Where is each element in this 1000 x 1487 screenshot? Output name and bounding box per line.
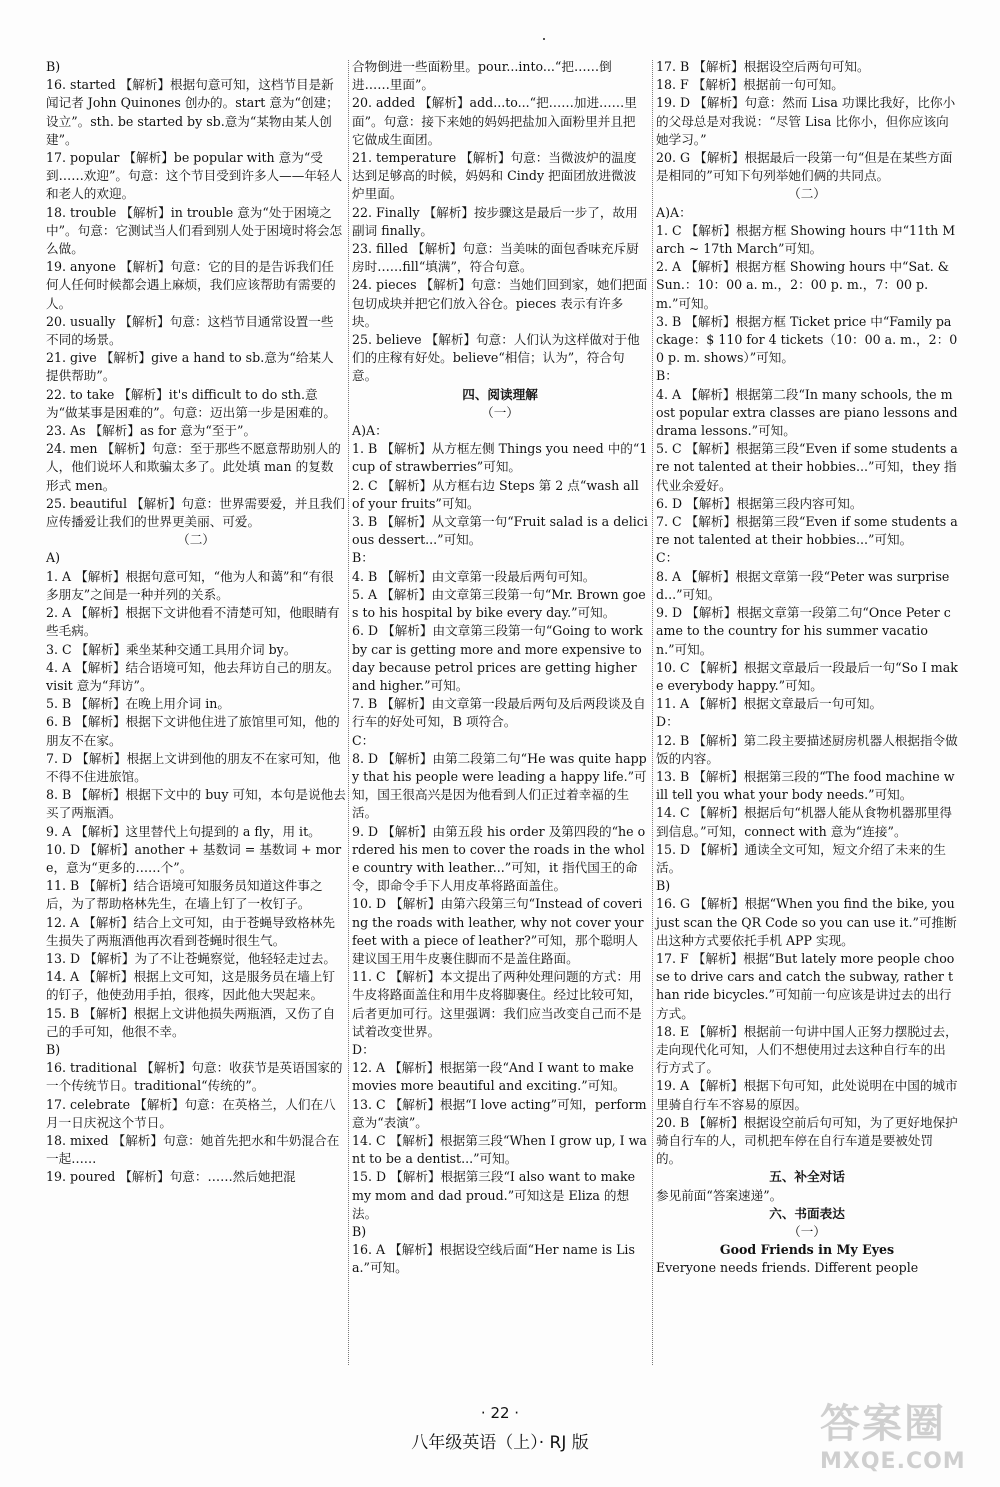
section-heading: （二） (177, 532, 215, 548)
watermark-logo: 答案圈 (820, 1401, 946, 1447)
answer-line: 23. As 【解析】as for 意为“至于”。 (46, 423, 257, 439)
answer-line: 19. anyone 【解析】句意：它的目的是告诉我们任何人任何时候都会遇上麻烦，我们应该帮助有需要的人。 (46, 259, 336, 311)
section-heading: 四、阅读理解 (462, 386, 538, 402)
answer-line: 23. filled 【解析】句意：当美味的面包香味充斥厨房时……fill“填满”，符合句意。 (352, 241, 639, 275)
answer-line: B) (352, 1224, 367, 1239)
section-heading: （一） (481, 404, 519, 420)
answer-line: 1. B 【解析】从方框左侧 Things you need 中的“1 cup of strawberries”可知。 (352, 441, 652, 475)
answer-line: 17. celebrate 【解析】句意：在英格兰，人们在八月一日庆祝这个节日。 (46, 1096, 336, 1130)
answer-line: 21. give 【解析】give a hand to sb.意为“给某人提供帮助”。 (46, 350, 334, 384)
answer-line: 19. A 【解析】根据下句可知，此处说明在中国的城市里骑自行车不容易的原因。 (656, 1078, 958, 1112)
answer-line: 16. started 【解析】根据句意可知，这档节目是新闻记者 John Quinones 创办的。start 意为“创建；设立”。sth. be started by sb.意为“某物由某人创建”。 (46, 77, 339, 147)
answer-line: 15. D 【解析】根据第三段“I also want to make my mom and dad proud.”可知这是 Eliza 的想法。 (352, 1169, 640, 1221)
answer-line: 22. to take 【解析】it's difficult to do sth.意为“做某事是困难的”。句意：迈出第一步是困难的。 (46, 386, 336, 420)
answer-line: 2. A 【解析】根据下文讲他看不清楚可知，他眼睛有些毛病。 (46, 605, 340, 639)
section-heading: 六、书面表达 (769, 1205, 845, 1221)
answer-line: 10. D 【解析】由第六段第三句“Instead of covering the roads with leather, why not cover your feet with a piece of leather?”可知，那个聪明人建议国王用牛皮裹住脚而不是盖住路面。 (352, 896, 648, 966)
answer-line: 4. A 【解析】结合语境可知，他去拜访自己的朋友。visit 意为“拜访”。 (46, 659, 340, 693)
answer-line: 5. B 【解析】在晚上用介词 in。 (46, 696, 230, 712)
answer-line: 12. A 【解析】根据第一段“And I want to make movies more beautiful and exciting.”可知。 (352, 1060, 638, 1094)
answer-line: A) (46, 550, 61, 566)
answer-line: 6. B 【解析】根据下文讲他住进了旅馆里可知，他的朋友不在家。 (46, 714, 340, 748)
answer-line: 20. G 【解析】根据最后一段第一句“但是在某些方面是相同的”可知下句列举她们俩的共同点。 (656, 150, 953, 184)
answer-line: D： (352, 1041, 375, 1057)
answer-line: 22. Finally 【解析】按步骤这是最后一步了，故用副词 finally。 (352, 204, 638, 238)
answer-line: 24. men 【解析】句意：至于那些不愿意帮助别人的人，他们说坏人和欺骗太多了。此处填 man 的复数形式 men。 (46, 441, 341, 493)
answer-line: 参见前面“答案速递”。 (656, 1187, 783, 1203)
answer-line: 18. E 【解析】根据前一句讲中国人正努力摆脱过去，走向现代化可知，人们不想使用过去这种自行车的出行方式了。 (656, 1023, 958, 1076)
answer-line: 8. A 【解析】根据文章第一段“Peter was surprised...”可知。 (656, 568, 950, 602)
answer-line: 7. C 【解析】根据第三段“Even if some students are not talented at their hobbies...”可知。 (656, 514, 958, 548)
answer-line: 19. D 【解析】句意：然而 Lisa 功课比我好，比你小的父母总是对我说：“尽管 Lisa 比你小，但你应该向她学习。” (656, 95, 956, 147)
answer-line: 6. D 【解析】由文章第三段第一句“Going to work by car is getting more and more expensive today because petrol prices are getting higher and higher.”可知。 (352, 623, 647, 693)
answer-line: 1. A 【解析】根据句意可知，“他为人和蔼”和“有很多朋友”之间是一种并列的关系。 (46, 568, 334, 602)
answer-line: 24. pieces 【解析】句意：当她们回到家，她们把面包切成块并把它们放入谷仓。pieces 表示有许多块。 (352, 277, 648, 329)
answer-line: A)A： (352, 423, 388, 439)
answer-line: 11. B 【解析】结合语境可知服务员知道这件事之后，为了帮助格林先生，在墙上钉了一枚钉子。 (46, 878, 323, 912)
answer-line: D： (656, 714, 679, 730)
answer-line: 19. poured 【解析】句意：……然后她把混 (46, 1169, 296, 1185)
answer-line: 1. C 【解析】根据方框 Showing hours 中“11th March ~ 17th March”可知。 (656, 222, 956, 257)
section-heading: （一） (788, 1224, 826, 1239)
answer-line: 9. D 【解析】根据文章第一段第二句“Once Peter came to the country for his summer vacation.”可知。 (656, 605, 951, 657)
answer-line: C： (352, 732, 375, 748)
answer-line: Everyone needs friends. Different people (656, 1260, 919, 1276)
answer-line: 3. B 【解析】从文章第一句“Fruit salad is a delicious dessert...”可知。 (352, 514, 648, 548)
section-heading: Good Friends in My Eyes (719, 1242, 895, 1258)
section-heading: 五、补全对话 (769, 1169, 845, 1185)
answer-line: 2. A 【解析】根据方框 Showing hours 中“Sat. & Sun.：10：00 a. m.，2：00 p. m.，7：00 p. m.”可知。 (656, 259, 953, 311)
answer-line: 9. D 【解析】由第五段 his order 及第四段的“he ordered his men to cover the roads in the whole country with leather...”可知，it 指代国王的命令，即命令手下人用皮革将路面盖住。 (352, 823, 646, 894)
answer-line: 14. A 【解析】根据上文可知，这是服务员在墙上钉的钉子，他使劲用手拍，很疼，因此他大哭起来。 (46, 969, 336, 1003)
top-dot (543, 38, 545, 40)
page-number: · 22 · (480, 1404, 520, 1422)
answer-line: B) (46, 1041, 61, 1057)
answer-line: 14. C 【解析】根据后句“机器人能从食物机器那里得到信息。”可知，connect with 意为“连接”。 (656, 805, 952, 839)
answer-line: 2. C 【解析】从方框右边 Steps 第 2 点“wash all of your fruits”可知。 (352, 477, 643, 511)
answer-line: 3. B 【解析】根据方框 Ticket price 中“Family package：$ 110 for 4 tickets（10：00 a. m.，2：00 p. m. shows）”可知。 (656, 313, 958, 366)
answer-line: 17. popular 【解析】be popular with 意为“受到……欢迎”。句意：这个节目受到许多人——年轻人和老人的欢迎。 (46, 150, 343, 202)
answer-line: B) (656, 878, 671, 894)
answer-line: B) (46, 59, 61, 74)
answer-line: 5. C 【解析】根据第三段“Even if some students are not talented at their hobbies...”可知，they 指代业余爱好。 (656, 441, 958, 493)
column-3 (656, 58, 962, 1368)
answer-line: 6. D 【解析】根据第三段内容可知。 (656, 495, 863, 511)
answer-line: 12. B 【解析】第二段主要描述厨房机器人根据指令做饭的内容。 (656, 732, 958, 766)
answer-line: 14. C 【解析】根据第三段“When I grow up, I want to be a dentist...”可知。 (352, 1132, 647, 1167)
answer-line: B： (656, 368, 678, 384)
section-heading: （二） (788, 186, 826, 202)
column-1 (46, 58, 346, 1368)
answer-line: 20. usually 【解析】句意：这档节目通常设置一些不同的场景。 (46, 313, 334, 348)
answer-line: 合物倒进一些面粉里。pour...into...“把……倒进……里面”。 (352, 59, 612, 93)
column-divider (652, 60, 654, 1365)
answer-line: 13. D 【解析】为了不让苍蝇察觉，他轻轻走过去。 (46, 950, 337, 966)
answer-line: C： (656, 550, 679, 566)
answer-line: 11. C 【解析】本文提出了两种处理问题的方式：用牛皮将路面盖住和用牛皮将脚裹住。经过比较可知，后者更加可行。这里强调：我们应当改变自己而不是试着改变世界。 (352, 969, 642, 1039)
answer-line: 20. added 【解析】add...to...“把……加进……里面”。句意：接下来她的妈妈把盐加入面粉里并且把它做成生面团。 (352, 95, 637, 147)
column-2 (352, 58, 652, 1368)
answer-line: B： (352, 550, 374, 566)
answer-line: 9. A 【解析】这里替代上句提到的 a fly，用 it。 (46, 823, 321, 839)
answer-line: 16. A 【解析】根据设空线后面“Her name is Lisa.”可知。 (352, 1242, 635, 1276)
answer-line: 21. temperature 【解析】句意：当微波炉的温度达到足够高的时候，妈妈和 Cindy 把面团放进微波炉里面。 (352, 150, 637, 202)
answer-line: 10. C 【解析】根据文章最后一段最后一句“So I make everybody happy.”可知。 (656, 659, 958, 693)
answer-line: 11. A 【解析】根据文章最后一句可知。 (656, 696, 883, 712)
answer-line: 15. D 【解析】通读全文可知，短文介绍了未来的生活。 (656, 841, 947, 875)
answer-line: 3. C 【解析】乘坐某种交通工具用介词 by。 (46, 641, 297, 657)
answer-line: 5. A 【解析】由文章第三段第一句“Mr. Brown goes to his hospital by bike every day.”可知。 (352, 586, 646, 621)
answer-line: 7. B 【解析】由文章第一段最后两句及后两段谈及自行车的好处可知，B 项符合。 (352, 696, 646, 730)
answer-line: 16. G 【解析】根据“When you find the bike, you just scan the QR Code so you can use it.”可推断出这种方式要依托手机 APP 实现。 (656, 896, 959, 948)
column-divider (348, 60, 350, 1365)
answer-line: 13. B 【解析】根据第三段的“The food machine will tell you what your body needs.”可知。 (656, 768, 955, 803)
answer-line: 25. believe 【解析】句意：人们认为这样做对于他们的庄稼有好处。believe“相信；认为”，符合句意。 (352, 332, 640, 384)
answer-line: 13. C 【解析】根据“I love acting”可知，perform 意为“表演”。 (352, 1096, 651, 1130)
answer-line: 20. B 【解析】根据设空前后句可知，为了更好地保护骑自行车的人，司机把车停在自行车道是要被处罚的。 (656, 1114, 958, 1167)
answer-line: 18. trouble 【解析】in trouble 意为“处于困境之中”。句意：它测试当人们看到别人处于困境时将会怎么做。 (46, 204, 343, 257)
watermark-url: MXQE.COM (820, 1449, 966, 1474)
answer-line: A)A： (656, 204, 692, 220)
answer-line: 25. beautiful 【解析】句意：世界需要爱，并且我们应传播爱让我们的世界更美丽、可爱。 (46, 495, 346, 530)
answer-line: 7. D 【解析】根据上文讲到他的朋友不在家可知，他不得不住进旅馆。 (46, 750, 341, 784)
answer-line: 16. traditional 【解析】句意：收获节是英语国家的一个传统节日。traditional“传统的”。 (46, 1060, 343, 1094)
answer-line: 4. A 【解析】根据第二段“In many schools, the most popular extra classes are piano lessons and drama lessons.”可知。 (656, 386, 962, 439)
watermark (820, 1392, 990, 1482)
answer-line: 15. B 【解析】根据上文讲他损失两瓶酒，又伤了自己的手可知，他很不幸。 (46, 1005, 336, 1039)
answer-line: 10. D 【解析】another + 基数词 = 基数词 + more，意为“更多的……个”。 (46, 841, 342, 875)
answer-line: 12. A 【解析】结合上文可知，由于苍蝇导致格林先生损失了两瓶酒他再次看到苍蝇时很生气。 (46, 914, 336, 948)
answer-line: 17. B 【解析】根据设空后两句可知。 (656, 59, 870, 74)
answer-line: 8. D 【解析】由第二段第二句“He was quite happy that his people were leading a happy life.”可知，国王很高兴是因为他看到人们正过着幸福的生活。 (352, 750, 647, 821)
answer-line: 4. B 【解析】由文章第一段最后两句可知。 (352, 568, 596, 584)
answer-line: 17. F 【解析】根据“But lately more people choose to drive cars and catch the subway, rather than ride bicycles.”可知前一句应该是讲过去的出行方式。 (656, 950, 955, 1021)
answer-line: 8. B 【解析】根据下文中的 buy 可知，本句是说他去买了两瓶酒。 (46, 787, 346, 821)
answer-line: 18. F 【解析】根据前一句可知。 (656, 77, 844, 93)
book-title: 八年级英语（上）· RJ 版 (411, 1433, 589, 1453)
answer-line: 18. mixed 【解析】句意：她首先把水和牛奶混合在一起…… (46, 1132, 340, 1167)
